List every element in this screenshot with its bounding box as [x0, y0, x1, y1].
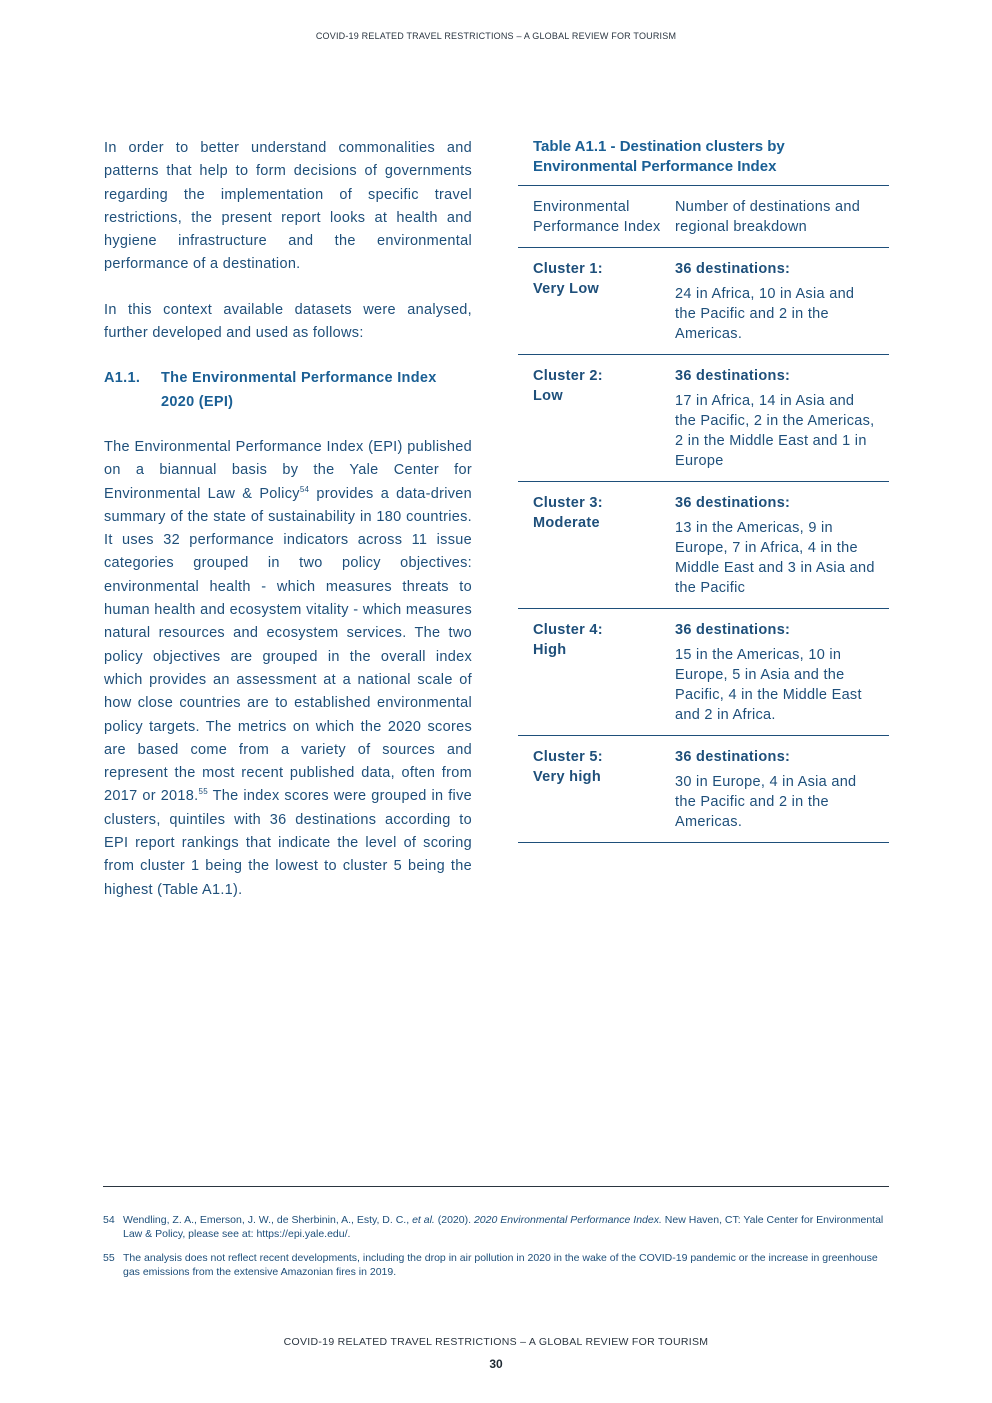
regional-breakdown: 24 in Africa, 10 in Asia and the Pacific and 2 in the Americas. — [675, 286, 855, 342]
destinations-cell — [675, 355, 889, 482]
table-row — [518, 609, 889, 736]
destination-count: 36 destinations: — [675, 261, 791, 277]
table-title: Table A1.1 - Destination clusters by Environmental Performance Index — [533, 138, 785, 175]
destination-count: 36 destinations: — [675, 368, 791, 384]
section-heading — [104, 367, 472, 414]
destinations-cell — [675, 248, 889, 355]
destinations-cell — [675, 736, 889, 843]
footnote-54 — [103, 1213, 889, 1241]
cluster-name: Cluster 3: — [533, 495, 603, 511]
body-text-column — [104, 137, 472, 924]
cluster-name: Cluster 4: — [533, 622, 603, 638]
running-header: COVID-19 RELATED TRAVEL RESTRICTIONS – A GLOBAL REVIEW FOR TOURISM — [315, 31, 677, 41]
footnotes — [103, 1213, 889, 1289]
table-row — [518, 355, 889, 482]
running-footer: COVID-19 RELATED TRAVEL RESTRICTIONS – A GLOBAL REVIEW FOR TOURISM — [283, 1336, 709, 1348]
cluster-table-block — [518, 137, 889, 843]
footnote-authors: Wendling, Z. A., Emerson, J. W., de Sherbinin, A., Esty, D. C., — [123, 1214, 413, 1226]
epi-paragraph-part-3: The index scores were grouped in five clusters, quintiles with 36 destinations according to EPI report rankings that indicate the level of scoring from cluster 1 being the lowest to cluster 5 being the highest (Table A1.1). — [104, 788, 472, 898]
cluster-level: Very Low — [533, 281, 600, 297]
page-number: 30 — [489, 1357, 503, 1371]
cluster-level: High — [533, 642, 567, 658]
regional-breakdown: 17 in Africa, 14 in Asia and the Pacific, 2 in the Americas, 2 in the Middle East and 1 in Europe — [675, 393, 875, 469]
table-row — [518, 482, 889, 609]
epi-paragraph-part-2: provides a data-driven summary of the state of sustainability in 180 countries. It uses 32 performance indicators across 11 issue categories grouped in two policy objectives: environmental health - which measures threats to human health and ecosystem vitality - which measures natural resources and ecosystem services. The two policy objectives are grouped in the overall index which provides an assessment at a national scale of how close countries are to established environmental policy targets. The metrics on which the 2020 scores are based come from a variety of sources and represent the most recent published data, often from 2017 or 2018. — [104, 485, 472, 805]
table-header-row — [518, 186, 889, 248]
footnote-text — [123, 1213, 889, 1241]
regional-breakdown: 13 in the Americas, 9 in Europe, 7 in Africa, 4 in the Middle East and 3 in Asia and the Pacific — [675, 520, 875, 596]
footnote-55 — [103, 1251, 889, 1279]
footnote-number: 55 — [103, 1252, 115, 1264]
cluster-cell — [518, 355, 675, 482]
table-row — [518, 248, 889, 355]
section-title: The Environmental Performance Index 2020 (EPI) — [161, 370, 437, 410]
epi-paragraph-part-1: The Environmental Performance Index (EPI) published on a biannual basis by the Yale Center for Environmental Law & Policy — [104, 438, 472, 502]
destination-count: 36 destinations: — [675, 749, 791, 765]
cluster-cell — [518, 736, 675, 843]
cluster-table — [518, 185, 889, 843]
destination-count: 36 destinations: — [675, 495, 791, 511]
footnote-ref-54[interactable]: 54 — [299, 484, 310, 494]
cluster-level: Low — [533, 388, 563, 404]
context-paragraph: In this context available datasets were analysed, further developed and used as follows: — [104, 301, 472, 342]
footnote-et-al: et al. — [412, 1214, 435, 1226]
cluster-name: Cluster 1: — [533, 261, 603, 277]
header-destinations: Number of destinations and regional breakdown — [675, 186, 889, 248]
destination-count: 36 destinations: — [675, 622, 791, 638]
table-row — [518, 736, 889, 843]
cluster-cell — [518, 609, 675, 736]
cluster-cell — [518, 248, 675, 355]
footnote-title: 2020 Environmental Performance Index. — [473, 1214, 662, 1226]
destinations-cell — [675, 609, 889, 736]
footnote-ref-55[interactable]: 55 — [198, 787, 208, 797]
footnote-divider — [103, 1186, 889, 1187]
epi-paragraph — [104, 436, 472, 902]
cluster-name: Cluster 5: — [533, 749, 603, 765]
cluster-level: Moderate — [533, 515, 600, 531]
footnote-number: 54 — [103, 1214, 115, 1226]
regional-breakdown: 30 in Europe, 4 in Asia and the Pacific and 2 in the Americas. — [675, 774, 857, 830]
regional-breakdown: 15 in the Americas, 10 in Europe, 5 in Asia and the Pacific, 4 in the Middle East and 2 in Africa. — [675, 647, 862, 723]
footnote-text: The analysis does not reflect recent developments, including the drop in air pollution in 2020 in the wake of the COVID-19 pandemic or the increase in greenhouse gas emissions from the extensive Amazonian fires in 2019. — [123, 1252, 878, 1278]
header-index: Environmental Performance Index — [518, 186, 675, 248]
cluster-cell — [518, 482, 675, 609]
destinations-cell — [675, 482, 889, 609]
section-number: A1.1. — [104, 370, 141, 387]
footnote-source: New Haven, CT: Yale Center for Environmental Law & Policy, please see at: https://epi.yale.edu/. — [123, 1214, 884, 1240]
intro-paragraph: In order to better understand commonalities and patterns that help to form decisions of governments regarding the implementation of specific travel restrictions, the present report looks at health and hygiene infrastructure and the environmental performance of a destination. — [104, 140, 472, 273]
cluster-name: Cluster 2: — [533, 368, 603, 384]
footnote-year: (2020). — [434, 1214, 474, 1226]
cluster-level: Very high — [533, 769, 601, 785]
